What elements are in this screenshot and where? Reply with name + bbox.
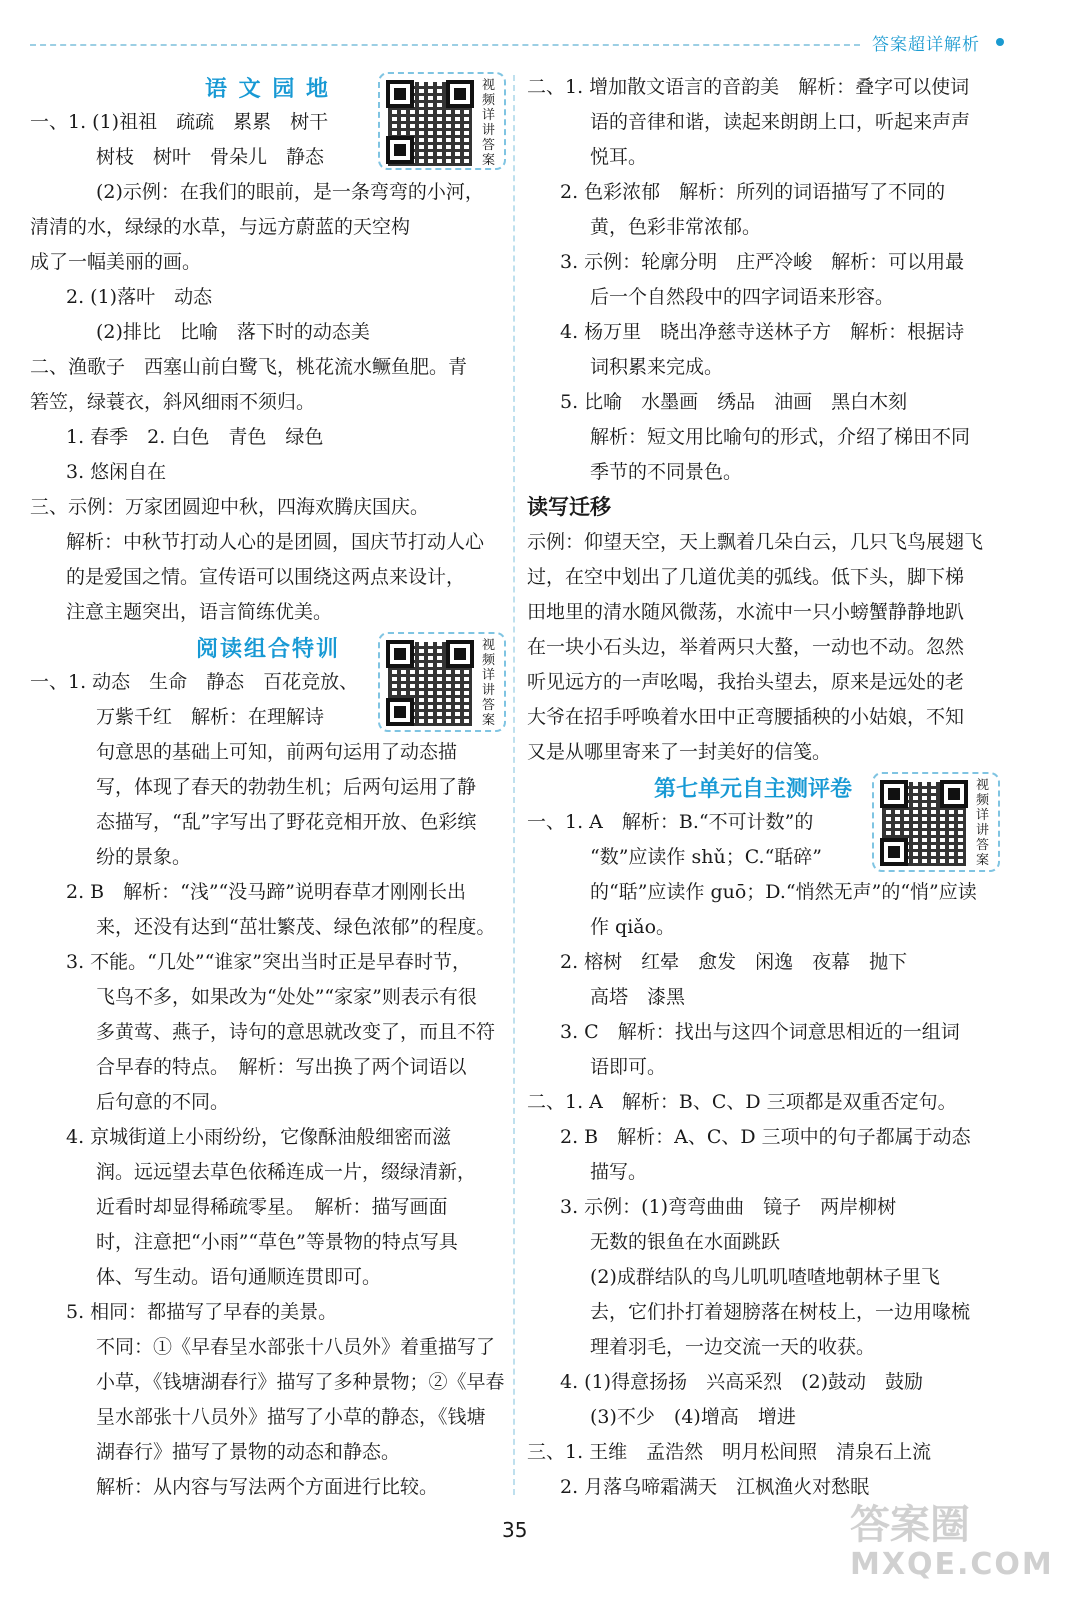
left-text-line: 小草，《钱塘湖春行》描写了多种景物；②《早春 bbox=[96, 1371, 505, 1393]
left-text-line: 纷的景象。 bbox=[96, 846, 192, 868]
qr-caption: 视频详讲答案 bbox=[482, 638, 496, 728]
qr-finder-icon bbox=[386, 136, 414, 164]
right-text-line: 一、1. A 解析：B.“不可计数”的 bbox=[527, 811, 814, 833]
right-text-line: 理着羽毛，一边交流一天的收获。 bbox=[590, 1336, 876, 1358]
right-text-line: 二、1. 增加散文语言的音韵美 解析：叠字可以使词 bbox=[527, 76, 970, 98]
qr-caption: 视频详讲答案 bbox=[976, 778, 990, 868]
left-text-line: 成了一幅美丽的画。 bbox=[30, 251, 202, 273]
right-text-line: 的“聒”应读作 guō；D.“悄然无声”的“悄”应读 bbox=[590, 881, 977, 903]
qr-code-2[interactable] bbox=[378, 632, 506, 732]
right-text-line: 解析：短文用比喻句的形式，介绍了梯田不同 bbox=[590, 426, 971, 448]
right-text-line: 悦耳。 bbox=[590, 146, 648, 168]
left-text-line: 清清的水，绿绿的水草，与远方蔚蓝的天空构 bbox=[30, 216, 411, 238]
page-number: 35 bbox=[502, 1518, 528, 1542]
qr-finder-icon bbox=[446, 640, 474, 668]
left-text-line: 三、示例：万家团圆迎中秋，四海欢腾庆国庆。 bbox=[30, 496, 430, 518]
right-text-line: 二、1. A 解析：B、C、D 三项都是双重否定句。 bbox=[527, 1091, 957, 1113]
left-text-line: 合早春的特点。 解析：写出换了两个词语以 bbox=[96, 1056, 467, 1078]
left-text-line: 态描写，“乱”字写出了野花竞相开放、色彩缤 bbox=[96, 811, 477, 833]
left-text-line: 3. 不能。“几处”“谁家”突出当时正是早春时节， bbox=[66, 951, 472, 973]
right-text-line: 大爷在招手呼唤着水田中正弯腰插秧的小姑娘，不知 bbox=[527, 706, 965, 728]
right-text-line: 在一块小石头边，举着两只大螯，一动也不动。忽然 bbox=[527, 636, 965, 658]
left-text-line: 万紫千红 解析：在理解诗 bbox=[96, 706, 325, 728]
right-text-line: 描写。 bbox=[590, 1161, 648, 1183]
left-text-line: 体、写生动。语句通顺连贯即可。 bbox=[96, 1266, 382, 1288]
right-text-line: 田地里的清水随风微荡，水流中一只小螃蟹静静地趴 bbox=[527, 601, 965, 623]
watermark-logo bbox=[850, 1502, 1054, 1585]
right-text-line: 词积累来完成。 bbox=[590, 356, 724, 378]
qr-finder-icon bbox=[880, 780, 908, 808]
qr-finder-icon bbox=[880, 838, 908, 866]
right-text-line: 作 qiǎo。 bbox=[590, 916, 676, 938]
left-text-line: 近看时却显得稀疏零星。 解析：描写画面 bbox=[96, 1196, 448, 1218]
left-text-line: 湖春行》描写了景物的动态和静态。 bbox=[96, 1441, 401, 1463]
section-title-reading-training: 阅读组合特训 bbox=[196, 637, 341, 662]
right-text-line: 语即可。 bbox=[590, 1056, 667, 1078]
right-text-line: 后一个自然段中的四字词语来形容。 bbox=[590, 286, 895, 308]
right-text-line: 高塔 漆黑 bbox=[590, 986, 686, 1008]
right-text-line: 3. C 解析：找出与这四个词意思相近的一组词 bbox=[560, 1021, 960, 1043]
column-divider bbox=[513, 75, 515, 1495]
qr-code-1[interactable] bbox=[378, 72, 506, 170]
left-text-line: (2)排比 比喻 落下时的动态美 bbox=[96, 321, 370, 343]
left-text-line: 一、1. 动态 生命 静态 百花竞放、 bbox=[30, 671, 359, 693]
left-text-line: 呈水部张十八员外》描写了小草的静态，《钱塘 bbox=[96, 1406, 486, 1428]
header-dot-icon bbox=[996, 38, 1004, 46]
left-text-line: 解析：中秋节打动人心的是团圆，国庆节打动人心 bbox=[66, 531, 485, 553]
left-text-line: 二、渔歌子 西塞山前白鹭飞，桃花流水鳜鱼肥。青 bbox=[30, 356, 468, 378]
header-text: 答案超详解析 bbox=[872, 35, 980, 55]
watermark-line2: MXQE.COM bbox=[850, 1547, 1054, 1582]
right-text-line: 语的音律和谐，读起来朗朗上口，听起来声声 bbox=[590, 111, 971, 133]
qr-caption: 视频详讲答案 bbox=[482, 78, 496, 168]
left-text-line: 4. 京城街道上小雨纷纷，它像酥油般细密而滋 bbox=[66, 1126, 452, 1148]
right-text-line: 2. 色彩浓郁 解析：所列的词语描写了不同的 bbox=[560, 181, 946, 203]
left-text-line: (2)示例：在我们的眼前，是一条弯弯的小河， bbox=[96, 181, 484, 203]
right-text-line: 4. 杨万里 晓出净慈寺送林子方 解析：根据诗 bbox=[560, 321, 965, 343]
right-text-line: 无数的银鱼在水面跳跃 bbox=[590, 1231, 781, 1253]
right-text-line: 4. (1)得意扬扬 兴高采烈 (2)鼓动 鼓励 bbox=[560, 1371, 923, 1393]
left-text-line: 飞鸟不多，如果改为“处处”“家家”则表示有很 bbox=[96, 986, 477, 1008]
right-text-line: 2. B 解析：A、C、D 三项中的句子都属于动态 bbox=[560, 1126, 971, 1148]
left-text-line: 时，注意把“小雨”“草色”等景物的特点写具 bbox=[96, 1231, 458, 1253]
left-text-line: 1. 春季 2. 白色 青色 绿色 bbox=[66, 426, 324, 448]
qr-finder-icon bbox=[446, 80, 474, 108]
right-text-line: 去，它们扑打着翅膀落在树枝上，一边用喙梳 bbox=[590, 1301, 971, 1323]
qr-finder-icon bbox=[386, 640, 414, 668]
left-text-line: 2. (1)落叶 动态 bbox=[66, 286, 213, 308]
right-text-line: “数”应读作 shǔ；C.“聒碎” bbox=[590, 846, 823, 868]
right-text-line: (3)不少 (4)增高 增进 bbox=[590, 1406, 796, 1428]
left-text-line: 一、1. (1)祖祖 疏疏 累累 树干 bbox=[30, 111, 329, 133]
right-text-line: 3. 示例：轮廓分明 庄严冷峻 解析：可以用最 bbox=[560, 251, 965, 273]
qr-finder-icon bbox=[386, 698, 414, 726]
left-text-line: 5. 相同：都描写了早春的美景。 bbox=[66, 1301, 338, 1323]
qr-finder-icon bbox=[940, 780, 968, 808]
left-text-line: 的是爱国之情。宣传语可以围绕这两点来设计， bbox=[66, 566, 466, 588]
right-text-line: (2)成群结队的鸟儿叽叽喳喳地朝林子里飞 bbox=[590, 1266, 940, 1288]
right-text-line: 5. 比喻 水墨画 绣品 油画 黑白木刻 bbox=[560, 391, 908, 413]
right-text-line: 过，在空中划出了几道优美的弧线。低下头，脚下梯 bbox=[527, 566, 965, 588]
right-text-line: 示例：仰望天空，天上飘着几朵白云，几只飞鸟展翅飞 bbox=[527, 531, 984, 553]
right-text-line: 又是从哪里寄来了一封美好的信笺。 bbox=[527, 741, 832, 763]
right-text-line: 3. 示例：(1)弯弯曲曲 镜子 两岸柳树 bbox=[560, 1196, 897, 1218]
left-text-line: 来，还没有达到“茁壮繁茂、绿色浓郁”的程度。 bbox=[96, 916, 496, 938]
right-text-line: 2. 榕树 红晕 愈发 闲逸 夜幕 抛下 bbox=[560, 951, 908, 973]
section-title-yuwen-yuandi: 语 文 园 地 bbox=[205, 77, 330, 102]
right-text-line: 三、1. 王维 孟浩然 明月松间照 清泉石上流 bbox=[527, 1441, 932, 1463]
left-text-line: 解析：从内容与写法两个方面进行比较。 bbox=[96, 1476, 439, 1498]
qr-code-3[interactable] bbox=[872, 772, 1000, 872]
right-text-line: 2. 月落乌啼霜满天 江枫渔火对愁眠 bbox=[560, 1476, 870, 1498]
right-text-line: 黄，色彩非常浓郁。 bbox=[590, 216, 762, 238]
left-text-line: 注意主题突出，语言简练优美。 bbox=[66, 601, 333, 623]
watermark-line1: 答案圈 bbox=[850, 1502, 970, 1548]
section-title-unit7-test: 第七单元自主测评卷 bbox=[654, 777, 853, 802]
header-line bbox=[30, 44, 860, 46]
left-text-line: 后句意的不同。 bbox=[96, 1091, 230, 1113]
section-title-reading-writing-transfer: 读写迁移 bbox=[527, 495, 611, 519]
left-text-line: 箬笠，绿蓑衣，斜风细雨不须归。 bbox=[30, 391, 316, 413]
left-text-line: 3. 悠闲自在 bbox=[66, 461, 167, 483]
right-text-line: 季节的不同景色。 bbox=[590, 461, 743, 483]
left-text-line: 多黄莺、燕子，诗句的意思就改变了，而且不符 bbox=[96, 1021, 496, 1043]
left-text-line: 不同：①《早春呈水部张十八员外》着重描写了 bbox=[96, 1336, 496, 1358]
left-text-line: 写，体现了春天的勃勃生机；后两句运用了静 bbox=[96, 776, 477, 798]
left-text-line: 句意思的基础上可知，前两句运用了动态描 bbox=[96, 741, 458, 763]
left-text-line: 2. B 解析：“浅”“没马蹄”说明春草才刚刚长出 bbox=[66, 881, 466, 903]
right-text-line: 听见远方的一声吆喝，我抬头望去，原来是远处的老 bbox=[527, 671, 965, 693]
left-text-line: 树枝 树叶 骨朵儿 静态 bbox=[96, 146, 325, 168]
qr-finder-icon bbox=[386, 80, 414, 108]
left-text-line: 润。远远望去草色依稀连成一片，缀绿清新， bbox=[96, 1161, 477, 1183]
